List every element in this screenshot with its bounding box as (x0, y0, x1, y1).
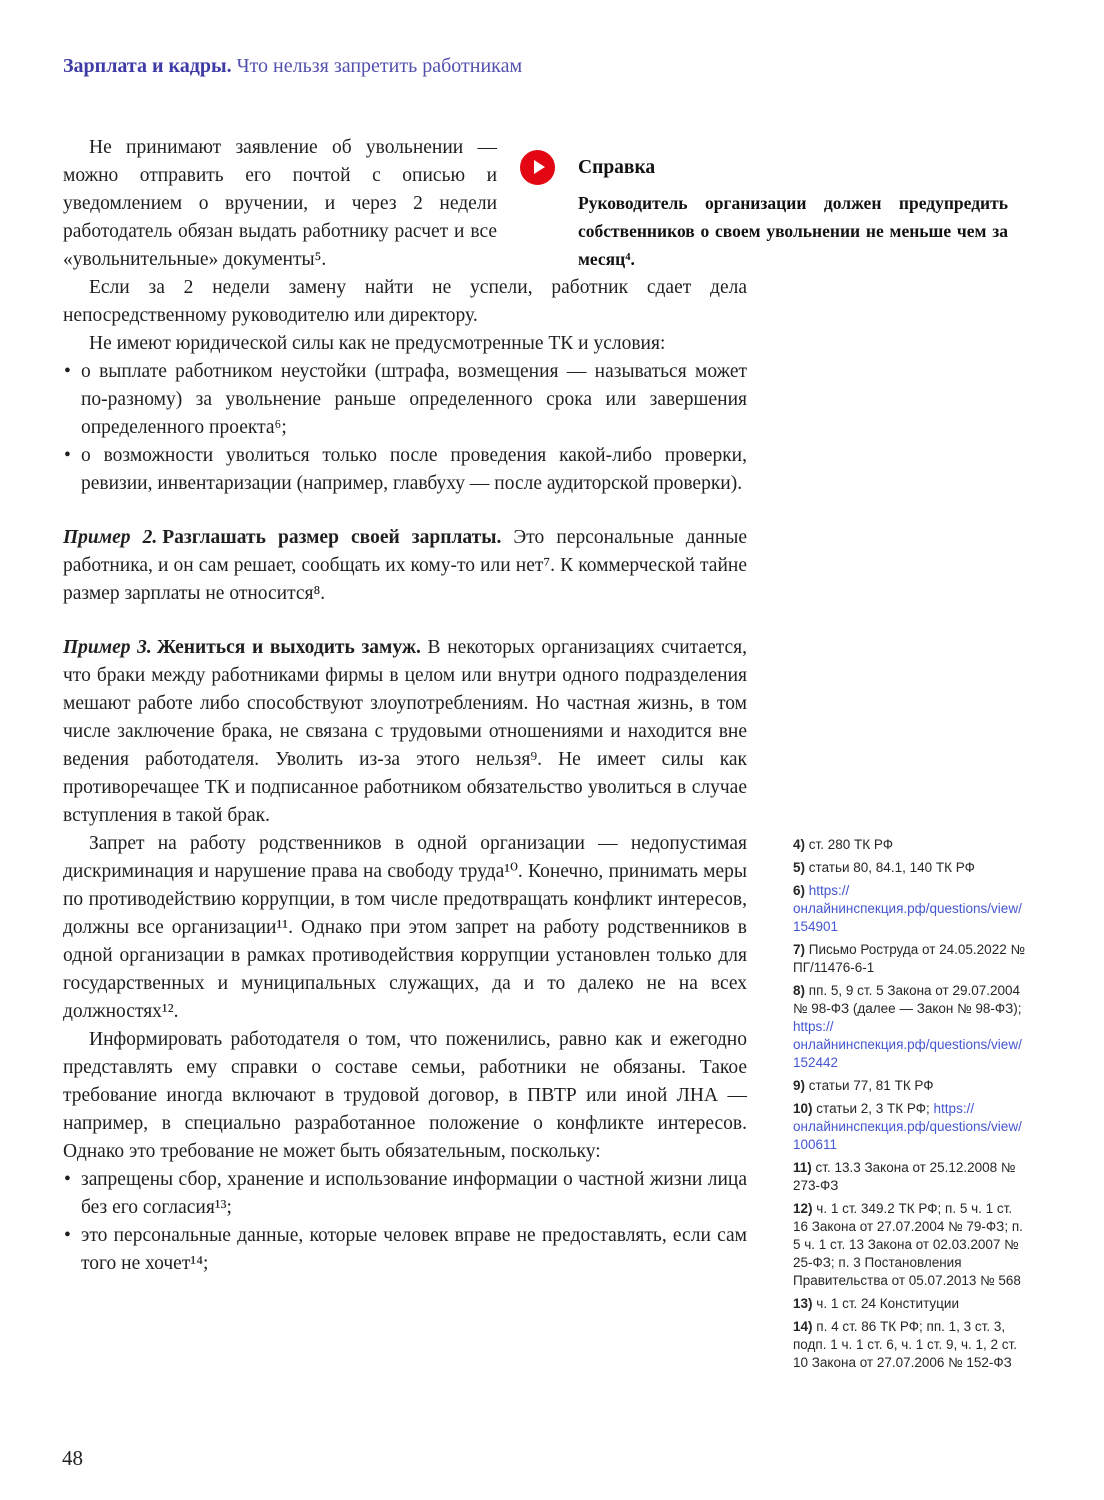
reference-title: Справка (578, 157, 656, 178)
footnote (793, 859, 1025, 877)
footnote-link[interactable]: https://онлайнинспекция.рф/questions/view/154901 (793, 883, 1022, 934)
paragraph: Если за 2 недели замену найти не успели, работник сдает дела непосредственному руководителю или директору. (63, 277, 747, 326)
footnote-number: 4) (793, 837, 806, 852)
footnote-text: статьи 77, 81 ТК РФ (808, 1078, 934, 1093)
footnote (793, 1295, 1025, 1313)
paragraph: Информировать работодателя о том, что поженились, равно как и ежегодно представлять ему справки о составе семьи, работники не обязаны. Такое требование иногда включают в трудовой договор, в ПВТР или иной ЛНА — например, в специально разработанное положение о конфликте интересов. Однако это требование не может быть обязательным, поскольку: (63, 1029, 747, 1162)
footnote-number: 5) (793, 860, 806, 875)
example-2-paragraph (63, 524, 747, 608)
footnote (793, 1200, 1025, 1290)
example-3-text: В некоторых организациях считается, что браки между работниками фирмы в целом или внутри одного подразделения мешают работе либо способствуют злоупотреблениям. Но частная жизнь, в том числе заключение брака, не связана с трудовыми отношениями и находится вне ведения работодателя. Уволить из-за этого нельзя⁹. Не имеет силы как противоречащее ТК и подписанное работником обязательство уволиться в случае вступления в такой брак. (63, 637, 748, 826)
footnote (793, 882, 1025, 936)
bullet-item: • это персональные данные, которые человек вправе не предоставлять, если сам того не хочет¹⁴; (63, 1222, 747, 1278)
footnote-text: ст. 280 ТК РФ (808, 837, 893, 852)
example-3-label: Пример 3. (63, 637, 152, 658)
footnote-text: ч. 1 ст. 349.2 ТК РФ; п. 5 ч. 1 ст. 16 Закона от 27.07.2004 № 79-ФЗ; п. 5 ч. 1 ст. 13 Закона от 02.03.2007 № 25-ФЗ; п. 3 Постановления Правительства от 05.07.2013 № 568 (793, 1201, 1023, 1288)
example-2-label: Пример 2. (63, 527, 158, 548)
footnote (793, 836, 1025, 854)
reference-icon-column (520, 150, 578, 273)
example-2-title: Разглашать размер своей зарплаты. (162, 527, 502, 548)
rubric-title: Зарплата и кадры. (63, 55, 232, 77)
paragraph: Не принимают заявление об увольнении — можно отправить его почтой с описью и уведомлением о вручении, и через 2 недели работодатель обязан выдать работнику расчет и все «увольнительные» документы⁵. (63, 137, 497, 270)
paragraph: Не имеют юридической силы как не предусмотренные ТК и условия: (89, 333, 666, 354)
footnote-number: 11) (793, 1160, 812, 1175)
footnote-number: 9) (793, 1078, 806, 1093)
footnote-number: 14) (793, 1319, 813, 1334)
footnote-text: Письмо Роструда от 24.05.2022 № ПГ/11476-6-1 (793, 942, 1025, 975)
page-number: 48 (62, 1446, 83, 1470)
footnote (793, 941, 1025, 977)
footnote-link[interactable]: https://онлайнинспекция.рф/questions/view/100611 (793, 1101, 1022, 1152)
example-2-text: Это персональные данные работника, и он сам решает, сообщать их кому-то или нет⁷. К коммерческой тайне размер зарплаты не относится⁸. (63, 527, 748, 604)
footnote-number: 13) (793, 1296, 813, 1311)
footnote-text: ст. 13.3 Закона от 25.12.2008 № 273-ФЗ (793, 1160, 1016, 1193)
footnote (793, 1159, 1025, 1195)
footnote-number: 10) (793, 1101, 813, 1116)
footnote-number: 12) (793, 1201, 813, 1216)
page-header (63, 54, 1023, 78)
footnote (793, 1318, 1025, 1372)
bullet-list (63, 358, 747, 498)
footnote-text: статьи 2, 3 ТК РФ; (816, 1101, 930, 1116)
reference-text: Руководитель организации должен предупредить собственников о своем увольнении не меньше чем за месяц⁴. (578, 193, 1008, 269)
footnote-number: 7) (793, 942, 806, 957)
play-circle-icon (520, 150, 555, 185)
footnote-text: ч. 1 ст. 24 Конституции (816, 1296, 959, 1311)
bullet-item: • о возможности уволиться только после проведения какой-либо проверки, ревизии, инвентаризации (например, главбуху — после аудиторской проверки). (63, 442, 747, 498)
paragraph: Запрет на работу родственников в одной организации — недопустимая дискриминация и нарушение права на свободу труда¹⁰. Конечно, принимать меры по противодействию коррупции, в том числе предотвращать конфликт интересов, должны все организации¹¹. Однако при этом запрет на работу родственников в одной организации в рамках противодействия коррупции установлен только для государственных и муниципальных служащих, да и то далеко не на всех должностях¹². (63, 833, 747, 1022)
reference-body (578, 150, 1008, 273)
footnote-number: 8) (793, 983, 806, 998)
footnote (793, 1077, 1025, 1095)
bullet-list (63, 1166, 747, 1278)
article-body (63, 134, 747, 1278)
footnotes-column (793, 836, 1025, 1377)
footnote (793, 1100, 1025, 1154)
reference-box (520, 150, 1008, 273)
footnote-link[interactable]: https://онлайнинспекция.рф/questions/view/152442 (793, 1019, 1022, 1070)
footnote-text: статьи 80, 84.1, 140 ТК РФ (808, 860, 975, 875)
article-title: Что нельзя запретить работникам (236, 55, 523, 77)
bullet-item: • о выплате работником неустойки (штрафа, возмещения — называться может по-разному) за увольнение раньше определенного срока или завершения определенного проекта⁶; (63, 358, 747, 442)
bullet-item: • запрещены сбор, хранение и использование информации о частной жизни лица без его согласия¹³; (63, 1166, 747, 1222)
example-3-title: Жениться и выходить замуж. (156, 637, 421, 658)
example-3-paragraph (63, 634, 747, 830)
footnote-text: п. 4 ст. 86 ТК РФ; пп. 1, 3 ст. 3, подп. 1 ч. 1 ст. 6, ч. 1 ст. 9, ч. 1, 2 ст. 10 Закона от 27.07.2006 № 152-ФЗ (793, 1319, 1017, 1370)
footnote-number: 6) (793, 883, 806, 898)
footnote-text: пп. 5, 9 ст. 5 Закона от 29.07.2004 № 98-ФЗ (далее — Закон № 98-ФЗ); (793, 983, 1022, 1016)
footnote (793, 982, 1025, 1072)
